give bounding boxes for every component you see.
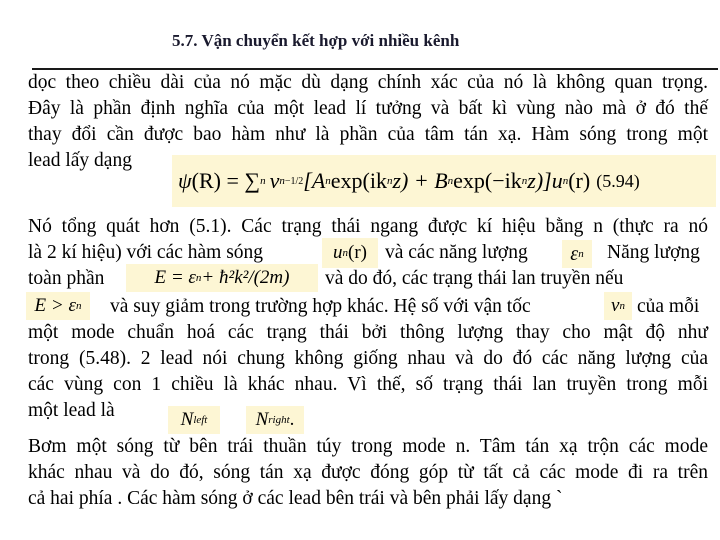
paragraph-2-line-4a: và suy giảm trong trường hợp khác. Hệ số với vận tốc xyxy=(110,296,531,317)
equation-nright xyxy=(246,406,304,434)
epsn-sub: n xyxy=(578,248,584,260)
eq-psi: ψ xyxy=(178,168,192,193)
paragraph-2-line-2a: là 2 kí hiệu) với các hàm sóng xyxy=(28,242,264,263)
paragraph-2-line-4b: của mỗi xyxy=(637,296,700,317)
egt-sub: n xyxy=(75,300,82,312)
paragraph-1-line-4: lead lấy dạng xyxy=(28,150,132,171)
etot-sub: n xyxy=(195,272,202,284)
etot-rest: + ħ²k²/(2m) xyxy=(201,267,290,288)
paragraph-2-line-1: Nó tổng quát hơn (5.1). Các trạng thái ngang được kí hiệu bằng n (thực ra nó xyxy=(28,216,708,237)
equation-un xyxy=(322,238,378,268)
paragraph-2-line-6: trong (5.48). 2 lead nói chung không giống nhau và do đó các năng lượng của xyxy=(28,348,708,369)
vn-sub: n xyxy=(619,300,625,312)
vn-v: v xyxy=(611,295,620,316)
nleft-sub: left xyxy=(193,414,208,426)
paragraph-3-line-2: khác nhau và do đó, sóng tán xạ được đóng góp từ tất cả các mode đi ra trên xyxy=(28,462,708,483)
paragraph-1-line-1: dọc theo chiều dài của nó mặc dù dạng chính xác của nó là không quan trọng. xyxy=(28,72,708,93)
eq-lhs-arg: (R) = ∑ xyxy=(191,168,261,193)
eq-v-sub: n xyxy=(279,175,285,187)
etot-text: E = ε xyxy=(154,267,196,288)
eq-exp2: exp(−ik xyxy=(453,168,522,193)
paragraph-3-line-3: cả hai phía . Các hàm sóng ở các lead bên trái và bên phải lấy dạng ` xyxy=(28,488,563,509)
un-sub: n xyxy=(342,247,348,259)
eq-k2-sub: n xyxy=(521,175,528,187)
equation-epsn xyxy=(562,240,592,268)
paragraph-2-line-2c: Năng lượng xyxy=(607,242,700,263)
nright-sub: right xyxy=(268,414,290,426)
eq-b-sub: n xyxy=(447,175,454,187)
equation-nleft xyxy=(168,406,220,434)
eq-exp1: exp(ik xyxy=(330,168,387,193)
eq-v: v xyxy=(269,168,280,193)
nleft-n: N xyxy=(180,409,194,430)
eq-label: (5.94) xyxy=(596,170,640,191)
paragraph-1-line-3: thay đổi cần được bao hàm như là phần của tâm tán xạ. Hàm sóng trong một xyxy=(28,124,708,145)
nright-n: N xyxy=(255,409,269,430)
paragraph-2-line-3a: toàn phần xyxy=(28,268,105,289)
paragraph-2-line-2b: và các năng lượng xyxy=(385,242,528,263)
nright-dot: . xyxy=(289,409,295,430)
paragraph-2-line-8: một lead là xyxy=(28,400,115,421)
epsn-eps: ε xyxy=(570,242,579,265)
egt-text: E > ε xyxy=(34,295,76,316)
eq-sum-index: n xyxy=(260,175,266,187)
eq-a-sub: n xyxy=(325,175,331,187)
eq-z1: z) + B xyxy=(392,168,448,193)
eq-v-sup: −1/2 xyxy=(284,175,304,187)
eq-rhs-arg: (r) xyxy=(568,168,591,193)
eq-z2: z)]u xyxy=(527,168,563,193)
equation-5-94 xyxy=(172,155,716,207)
slide-title: 5.7. Vận chuyển kết hợp với nhiều kênh xyxy=(172,31,460,50)
paragraph-2-line-3b: và do đó, các trạng thái lan truyền nếu xyxy=(325,268,624,289)
paragraph-2-line-7: các vùng con 1 chiều là khác nhau. Vì thế, số trạng thái lan truyền trong mỗi xyxy=(28,374,708,395)
eq-a: [A xyxy=(303,168,326,193)
un-u: u xyxy=(333,242,343,263)
paragraph-2-line-5: một mode chuẩn hoá các trạng thái bởi thông lượng thay cho mật độ như xyxy=(28,322,708,343)
equation-etot xyxy=(126,264,318,292)
paragraph-3-line-1: Bơm một sóng từ bên trái thuần túy trong mode n. Tâm tán xạ trộn các mode xyxy=(28,436,708,457)
equation-egt xyxy=(26,292,90,320)
paragraph-1-line-2: Đây là phần định nghĩa của một lead lí tưởng và bất kì vùng nào mà ở đó thế xyxy=(28,98,708,119)
un-arg: (r) xyxy=(348,242,367,263)
eq-u-sub: n xyxy=(562,175,569,187)
equation-vn xyxy=(604,292,632,320)
eq-k1-sub: n xyxy=(386,175,393,187)
